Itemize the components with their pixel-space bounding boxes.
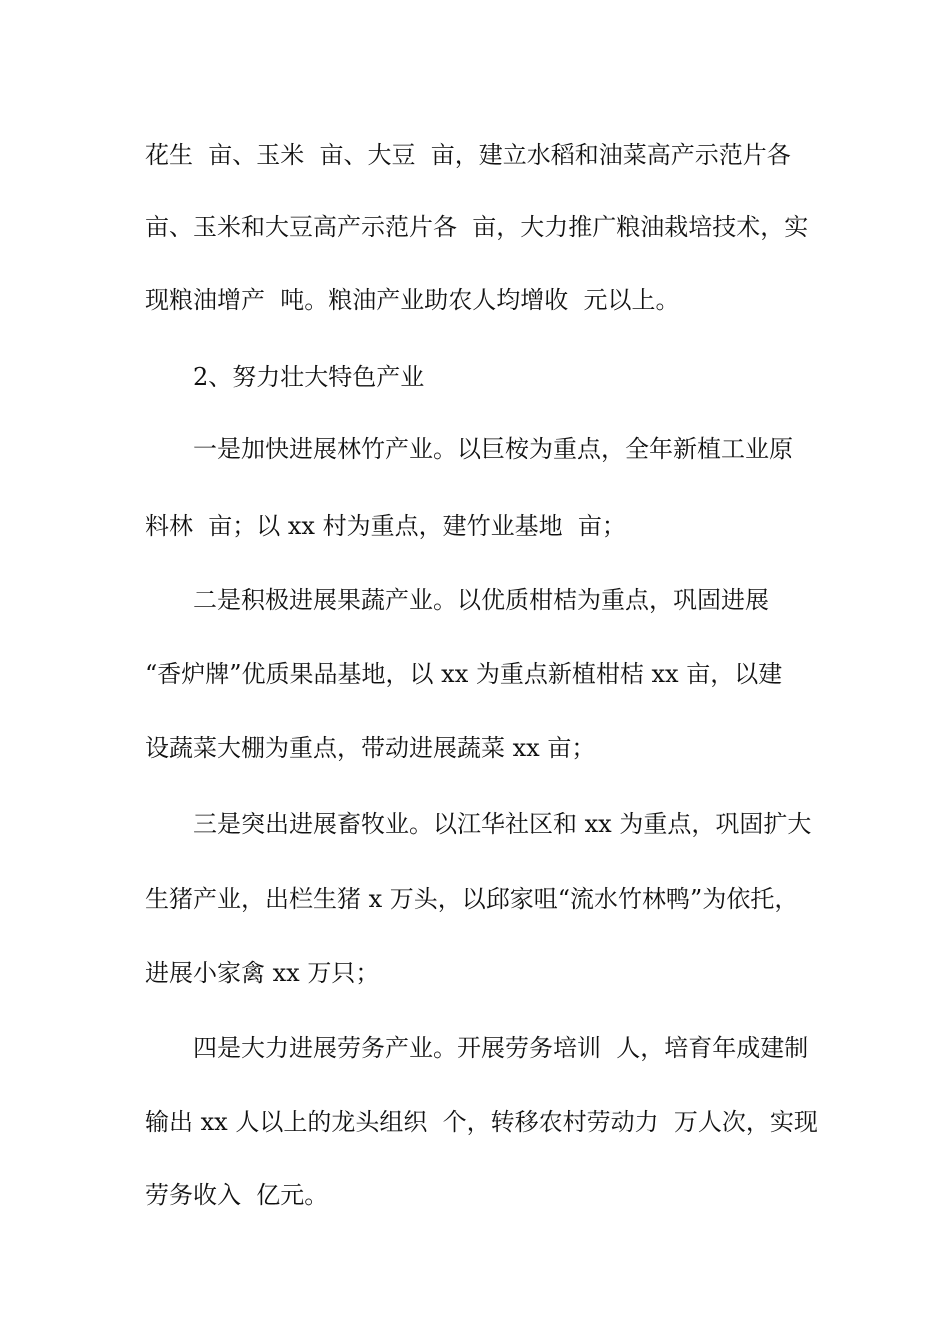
paragraph-line: 四是大力进展劳务产业。开展劳务培训 人，培育年成建制 [193,1034,809,1062]
paragraph-line: 生猪产业，出栏生猪 x 万头，以邱家咀“流水竹林鸭”为依托， [145,885,799,913]
section-heading: 2、努力壮大特色产业 [193,363,425,391]
paragraph-line: “香炉牌”优质果品基地，以 xx 为重点新植柑桔 xx 亩，以建 [145,660,783,688]
paragraph-line: 花生 亩、玉米 亩、大豆 亩，建立水稻和油菜高产示范片各 [145,141,791,169]
paragraph-line: 输出 xx 人以上的龙头组织 个，转移农村劳动力 万人次，实现 [145,1108,818,1136]
paragraph-line: 三是突出进展畜牧业。以江华社区和 xx 为重点，巩固扩大 [193,810,812,838]
paragraph-line: 劳务收入 亿元。 [145,1181,329,1209]
paragraph-line: 现粮油增产 吨。粮油产业助农人均增收 元以上。 [145,286,680,314]
paragraph-line: 设蔬菜大棚为重点，带动进展蔬菜 xx 亩； [145,734,596,762]
paragraph-line: 亩、玉米和大豆高产示范片各 亩，大力推广粮油栽培技术，实 [145,213,809,241]
paragraph-line: 进展小家禽 xx 万只； [145,959,380,987]
paragraph-line: 一是加快进展林竹产业。以巨桉为重点，全年新植工业原 [193,435,793,463]
paragraph-line: 二是积极进展果蔬产业。以优质柑桔为重点，巩固进展 [193,586,769,614]
paragraph-line: 料林 亩；以 xx 村为重点，建竹业基地 亩； [145,512,626,540]
